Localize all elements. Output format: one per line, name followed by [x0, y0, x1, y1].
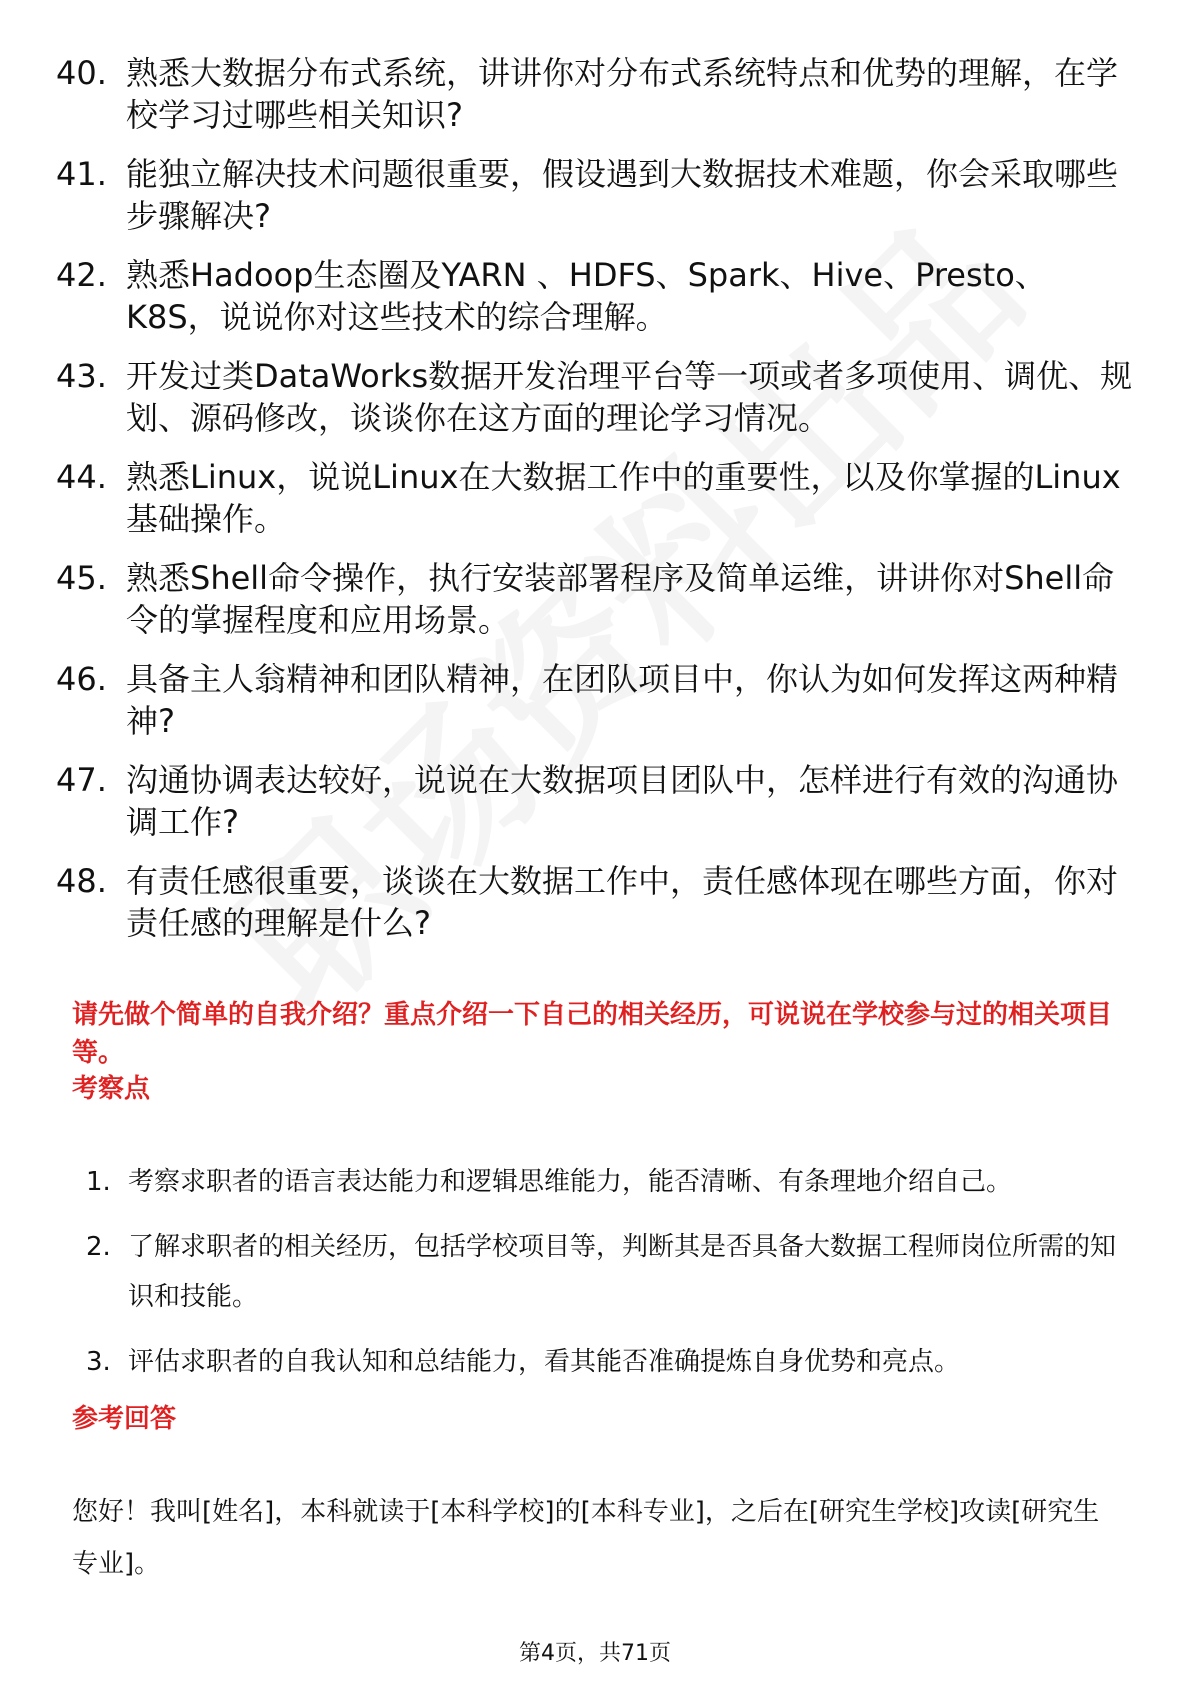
question-number: 46.: [56, 660, 107, 698]
question-item: [56, 860, 1136, 944]
question-number: 40.: [56, 54, 107, 92]
question-item: [56, 52, 1136, 136]
examine-point: [86, 1157, 1116, 1207]
point-text: 考察求职者的语言表达能力和逻辑思维能力，能否清晰、有条理地介绍自己。: [128, 1167, 1013, 1197]
point-number: 3.: [86, 1347, 111, 1377]
question-number: 47.: [56, 761, 107, 799]
point-number: 2.: [86, 1232, 111, 1262]
question-number: 42.: [56, 256, 107, 294]
examine-point-list: [86, 1157, 1116, 1402]
question-item: [56, 153, 1136, 237]
question-text: 熟悉Shell命令操作，执行安装部署程序及简单运维，讲讲你对Shell命令的掌握程度和应用场景。: [126, 559, 1115, 639]
point-text: 评估求职者的自我认知和总结能力，看其能否准确提炼自身优势和亮点。: [128, 1347, 961, 1377]
examine-point: [86, 1222, 1116, 1322]
question-number: 45.: [56, 559, 107, 597]
point-number: 1.: [86, 1167, 111, 1197]
examine-section-title: 考察点: [72, 1074, 151, 1104]
question-list: [56, 52, 1136, 961]
question-item: [56, 759, 1136, 843]
page-footer: 第4页，共71页: [519, 1641, 671, 1666]
question-text: 具备主人翁精神和团队精神，在团队项目中，你认为如何发挥这两种精神?: [126, 660, 1119, 740]
question-item: [56, 557, 1136, 641]
question-number: 43.: [56, 357, 107, 395]
question-text: 有责任感很重要，谈谈在大数据工作中，责任感体现在哪些方面，你对责任感的理解是什么?: [126, 862, 1119, 942]
point-text: 了解求职者的相关经历，包括学校项目等，判断其是否具备大数据工程师岗位所需的知识和技能。: [128, 1232, 1117, 1312]
question-text: 能独立解决技术问题很重要，假设遇到大数据技术难题，你会采取哪些步骤解决?: [126, 155, 1119, 235]
focus-question: 请先做个简单的自我介绍？重点介绍一下自己的相关经历，可说说在学校参与过的相关项目等。: [72, 1000, 1113, 1068]
question-text: 熟悉Hadoop生态圈及YARN 、HDFS、Spark、Hive、Presto、K8S，说说你对这些技术的综合理解。: [126, 256, 1047, 336]
question-item: [56, 355, 1136, 439]
question-text: 开发过类DataWorks数据开发治理平台等一项或者多项使用、调优、规划、源码修改，谈谈你在这方面的理论学习情况。: [126, 357, 1133, 437]
examine-point: [86, 1337, 1116, 1387]
question-text: 沟通协调表达较好，说说在大数据项目团队中，怎样进行有效的沟通协调工作?: [126, 761, 1119, 841]
question-item: [56, 658, 1136, 742]
question-item: [56, 254, 1136, 338]
question-number: 44.: [56, 458, 107, 496]
reference-answer: 您好！我叫[姓名]，本科就读于[本科学校]的[本科专业]，之后在[研究生学校]攻读[研究生专业]。: [72, 1497, 1100, 1579]
question-text: 熟悉大数据分布式系统，讲讲你对分布式系统特点和优势的理解，在学校学习过哪些相关知识?: [126, 54, 1119, 134]
question-text: 熟悉Linux，说说Linux在大数据工作中的重要性，以及你掌握的Linux基础操作。: [126, 458, 1121, 538]
reference-section-title: 参考回答: [72, 1404, 177, 1434]
question-number: 41.: [56, 155, 107, 193]
question-item: [56, 456, 1136, 540]
question-number: 48.: [56, 862, 107, 900]
